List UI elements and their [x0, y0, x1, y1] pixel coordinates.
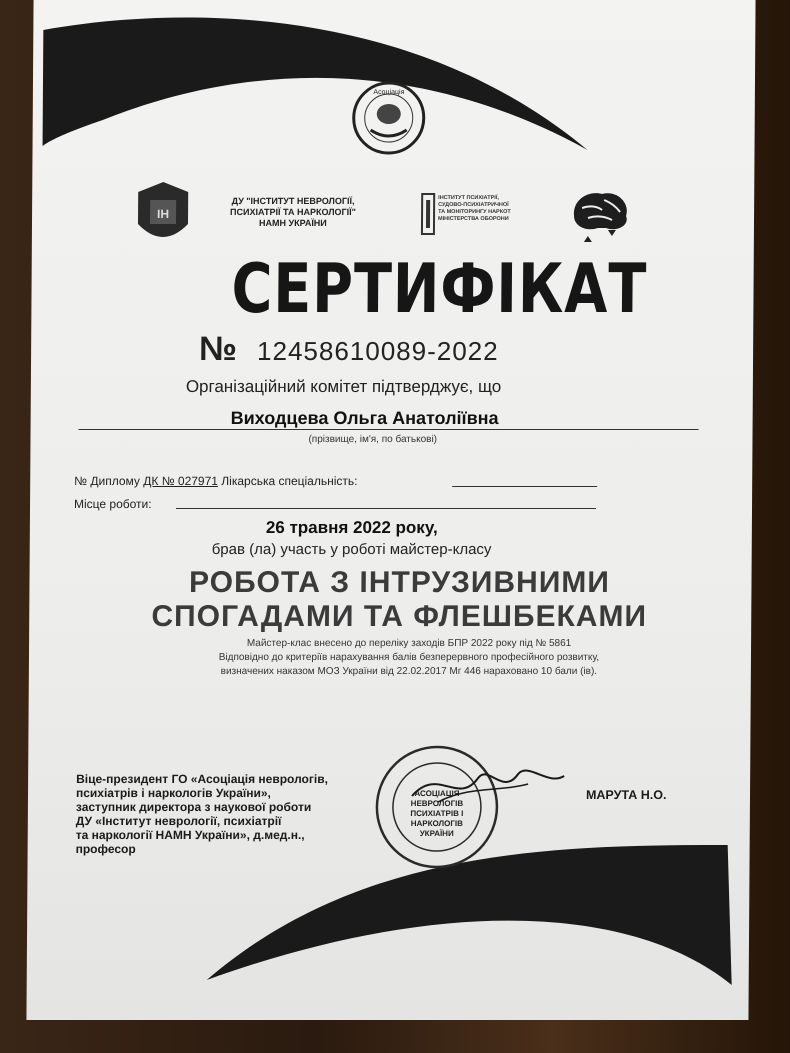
signer-name: МАРУТА Н.О.: [585, 788, 667, 802]
workplace-line: [176, 508, 596, 509]
specialty-line: [452, 486, 597, 487]
note-line-3: визначених наказом МОЗ України від 22.02.2017 Мг 446 нараховано 10 бали (ів).: [220, 666, 598, 677]
defense-institute-name: ІНСТИТУТ ПСИХІАТРІЇ, СУДОВО-ПСИХІАТРИЧНОЇ ТА МОНІТОРИНГУ НАРКОТ МІНІСТЕРСТВА ОБОРОНИ: [438, 195, 511, 222]
diploma-row: [74, 474, 357, 488]
association-logo: [350, 80, 427, 156]
svg-text:ПСИХІАТРІВ І: ПСИХІАТРІВ І: [410, 809, 464, 818]
institute-crest-icon: [132, 180, 195, 252]
signature-scribble: [408, 756, 568, 816]
note-line-1: Майстер-клас внесено до переліку заходів БПР 2022 року під № 5861: [246, 638, 572, 649]
signer-position: Віце-президент ГО «Асоціація неврологів, психіатрів і наркологів України», заступник директора з наукової роботи ДУ «Інститут неврології, психіатрії та наркології НАМН України», д.мед.н., професор: [75, 772, 328, 856]
number-sign: №: [198, 330, 238, 368]
certificate-sheet: [26, 0, 755, 1020]
svg-text:ІН: ІН: [157, 207, 170, 221]
diploma-value: ДК № 027971: [143, 474, 219, 488]
confirmation-text: Організаційний комітет підтверджує, що: [185, 377, 502, 396]
workplace-label: Місце роботи:: [73, 497, 152, 511]
recipient-name: Виходцева Ольга Анатоліївна: [230, 408, 499, 428]
top-swoosh-shape: [43, 17, 589, 150]
svg-text:УКРАЇНИ: УКРАЇНИ: [419, 829, 454, 838]
note-line-2: Відповідно до критеріїв нарахування балів безперервного професійного розвитку,: [218, 652, 600, 663]
svg-text:НАРКОЛОГІВ: НАРКОЛОГІВ: [410, 819, 463, 828]
institute-name: ДУ "ІНСТИТУТ НЕВРОЛОГІЇ, ПСИХІАТРІЇ ТА НАРКОЛОГІЇ" НАМН УКРАЇНИ: [230, 196, 356, 228]
certificate-title: СЕРТИФІКАТ: [231, 250, 648, 329]
diploma-label: № Диплому: [74, 474, 140, 488]
specialty-label: Лікарська спеціальність:: [221, 474, 358, 488]
name-underline: [79, 429, 699, 430]
event-date: 26 травня 2022 року,: [265, 518, 438, 537]
certificate-number: 12458610089-2022: [257, 336, 499, 366]
defense-institute-logo-icon: [420, 192, 436, 236]
svg-text:НЕВРОЛОГІВ: НЕВРОЛОГІВ: [410, 799, 464, 808]
participation-text: брав (ла) участь у роботі майстер-класу: [211, 541, 492, 558]
svg-text:АСОЦІАЦІЯ: АСОЦІАЦІЯ: [414, 789, 460, 798]
course-title: РОБОТА З ІНТРУЗИВНИМИ СПОГАДАМИ ТА ФЛЕШБЕКАМИ: [151, 566, 648, 633]
name-hint: (прізвище, ім'я, по батькові): [308, 434, 438, 445]
brain-logo-icon: [568, 186, 632, 246]
svg-text:Асоціація: Асоціація: [373, 89, 405, 96]
